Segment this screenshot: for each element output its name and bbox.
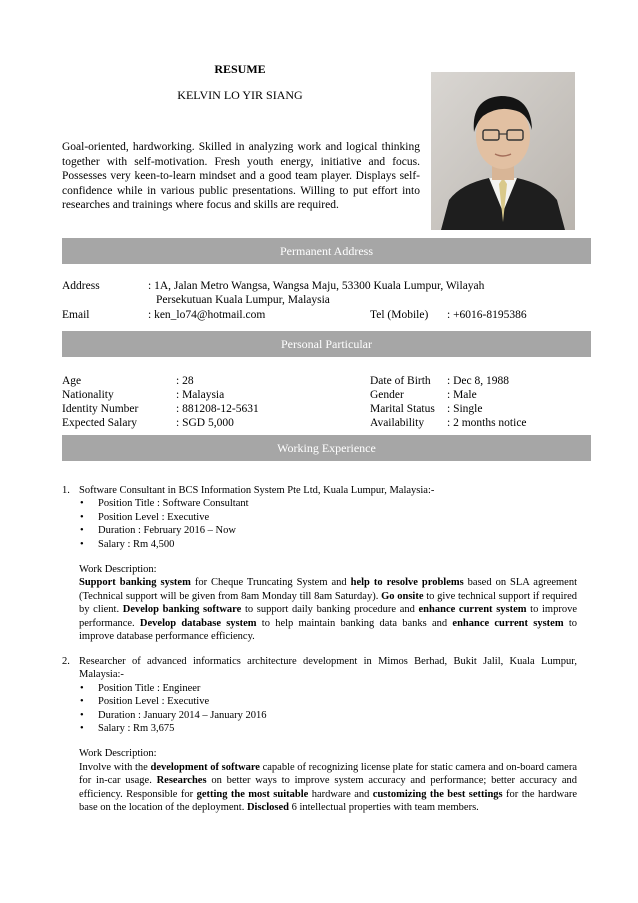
email-value: : ken_lo74@hotmail.com [148,309,266,321]
description-text: based on SLA agreement (Technical support will be given from 8am Monday till 8am Saturday). [79,577,578,602]
job-detail-bullet: • Position Level : Executive [98,695,577,708]
age-value: : 28 [176,375,194,387]
section-header-permanent-address: Permanent Address [62,238,591,264]
section-header-working-experience: Working Experience [62,435,591,461]
objective-paragraph: Goal-oriented, hardworking. Skilled in analyzing work and logical thinking together with self-motivation. Fresh youth energy, initiative and focus. Possesses very keen-to-learn mindset and a good team player. Displays self-confidence while in various public presentations. Willing to put effort into researches and trainings where focus and skills are required. [62,141,420,211]
expected-salary-value: : SGD 5,000 [176,417,234,429]
job-title: Software Consultant in BCS Information System Pte Ltd, Kuala Lumpur, Malaysia:- [79,485,435,496]
job-number: 2. [62,656,70,667]
description-highlight: help to resolve problems [350,577,464,589]
job-detail-bullet: • Salary : Rm 3,675 [98,722,577,735]
description-highlight: Support banking system [79,577,191,589]
identity-number-label: Identity Number [62,403,139,415]
job-detail-bullet: • Position Title : Engineer [98,682,577,695]
work-description-label: Work Description: [79,564,157,576]
description-highlight: Go onsite [381,590,424,602]
job-detail-bullet: • Duration : February 2016 – Now [98,524,577,537]
description-highlight: Develop banking software [122,604,242,616]
marital-status-value: : Single [447,403,483,415]
description-text: capable of recognizing license plate for static camera and on-board camera for in-car usage. [79,761,577,787]
section-header-personal-particular: Personal Particular [62,331,591,357]
description-highlight: Disclosed [246,802,289,814]
date-of-birth-label: Date of Birth [370,375,431,387]
job-heading [62,484,577,497]
description-text: for the hardware base on the location of the deployment. [79,788,578,814]
job-title: Researcher of advanced informatics architecture development in Mimos Berhad, Bukit Jalil, Kuala Lumpur, Malaysia:- [79,656,577,681]
job-entry [62,484,577,643]
availability-label: Availability [370,417,425,429]
description-highlight: getting the most suitable [196,788,309,800]
job-detail-bullet: • Salary : Rm 4,500 [98,538,577,551]
work-description [79,576,577,643]
description-text: for Cheque Truncating System and [190,577,351,589]
address-line-1: : 1A, Jalan Metro Wangsa, Wangsa Maju, 53300 Kuala Lumpur, Wilayah [148,280,485,292]
description-text: to support daily banking procedure and [241,604,419,616]
email-label: Email [62,309,90,321]
date-of-birth-value: : Dec 8, 1988 [447,375,509,387]
age-label: Age [62,375,82,387]
gender-label: Gender [370,389,404,401]
identity-number-value: : 881208-12-5631 [176,403,259,415]
availability-value: : 2 months notice [447,417,527,429]
description-text: to improve database performance efficiency. [79,617,577,643]
description-highlight: customizing the best settings [372,788,503,800]
job-entry [62,655,577,814]
nationality-value: : Malaysia [176,389,225,401]
description-text: hardware and [308,788,373,800]
description-highlight: enhance current system [418,604,527,616]
address-label: Address [62,280,100,292]
description-text: 6 intellectual properties with team members. [288,802,479,814]
work-description-label: Work Description: [79,748,157,760]
description-highlight: development of software [150,761,260,773]
job-heading [62,655,577,682]
description-text: on better ways to improve system accuracy and performance; better accuracy and efficiency. Responsible for [79,775,577,800]
profile-photo-illustration [431,72,575,230]
description-text: to improve performance. [79,604,577,629]
description-highlight: enhance current system [452,617,564,629]
candidate-name: KELVIN LO YIR SIANG [177,88,303,102]
gender-value: : Male [447,389,477,401]
work-description [79,761,577,815]
job-detail-bullet: • Duration : January 2014 – January 2016 [98,709,577,722]
job-detail-bullet: • Position Title : Software Consultant [98,497,577,510]
description-text: to give technical support if required by client. [79,590,577,616]
nationality-label: Nationality [62,389,114,401]
tel-label: Tel (Mobile) [370,309,429,321]
address-line-2: Persekutuan Kuala Lumpur, Malaysia [156,294,330,306]
job-detail-bullet: • Position Level : Executive [98,511,577,524]
profile-photo [431,72,575,230]
description-highlight: Develop database system [139,617,257,629]
description-highlight: Researches [156,775,207,787]
job-number: 1. [62,485,70,496]
expected-salary-label: Expected Salary [62,417,138,429]
resume-title: RESUME [214,62,266,76]
marital-status-label: Marital Status [370,403,435,415]
description-text: to help maintain banking data banks and [256,617,453,629]
description-text: Involve with the [79,761,151,773]
tel-value: : +6016-8195386 [447,309,527,321]
